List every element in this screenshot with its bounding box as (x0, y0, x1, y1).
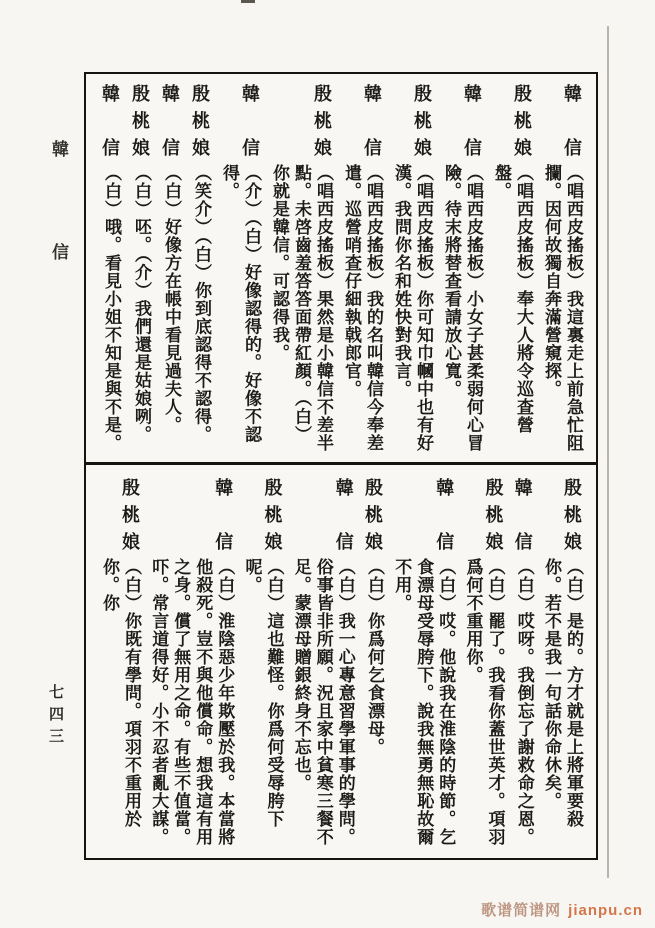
dialogue-text: （白）是的。方才就是上將軍要殺你。若不是我一句話你命休矣。 (542, 558, 583, 828)
dialogue-entry (540, 478, 584, 850)
speaker-name: 殷桃娘 (190, 84, 210, 156)
dialogue-entry (290, 478, 356, 850)
dialogue-text: （唱西皮搖板）果然是小韓信不差半點。未啓齒羞答答面帶紅顏。（白）你就是韓信。可認得我。 (270, 164, 333, 452)
speaker-name: 韓信 (100, 84, 120, 156)
dialogue-entry (340, 84, 384, 454)
dialogue-text: （唱西皮搖板）我這裏走上前急忙阻攔。因何故獨自奔滿營窺探。 (542, 164, 583, 452)
watermark-chinese-text: 歌谱简谱网 (481, 902, 562, 919)
bottom-text-block (86, 465, 596, 858)
dialogue-entry (462, 478, 506, 850)
dialogue-text: （白）你既有學問。項羽不重用於你。你 (100, 558, 141, 828)
speaker-name: 殷桃娘 (483, 478, 504, 550)
dialogue-entry (390, 478, 456, 850)
speaker-name: 韓信 (562, 84, 582, 156)
dialogue-entry (440, 84, 484, 454)
dialogue-entry (147, 478, 235, 850)
dialogue-text: （介）（白）好像認得的。好像不認得。 (220, 164, 261, 444)
dialogue-text: （笑介）（白）你到底認得不認得。 (192, 164, 211, 444)
speaker-name: 韓信 (213, 478, 234, 550)
text-frame (84, 72, 598, 860)
dialogue-entry (218, 84, 262, 454)
speaker-name: 韓信 (160, 84, 180, 156)
dialogue-text: （白）呸。（介）我們還是姑娘咧。 (132, 164, 151, 444)
dialogue-entry (511, 478, 535, 850)
dialogue-entry (98, 478, 142, 850)
dialogue-entry (241, 478, 285, 850)
page-edge-line (607, 26, 609, 878)
dialogue-entry (361, 478, 385, 850)
speaker-name: 韓信 (362, 84, 382, 156)
dialogue-text: （白）哦。看見小姐不知是與不是。 (102, 164, 121, 452)
speaker-name: 殷桃娘 (120, 478, 140, 550)
speaker-name: 韓信 (512, 478, 533, 550)
dialogue-text: （白）哎呀。我倒忘了謝救命之恩。 (514, 558, 534, 846)
speaker-name: 殷桃娘 (512, 84, 532, 156)
dialogue-text: （白）哎。他說我在淮陰的時節。乞食漂母受辱胯下。說我無勇無恥故爾不用。 (392, 558, 456, 846)
watermark-site-name: jianpu.cn (568, 902, 643, 919)
dialogue-text: （白）我一心專意習學軍事的學問。俗事皆非所願。況且家中貧寒三餐不足。蒙漂母贈銀終身不忘也。 (291, 558, 355, 846)
speaker-name: 殷桃娘 (312, 84, 332, 156)
dialogue-text: （唱西皮搖板）小女子甚柔弱何心冒險。待末將替查看請放心寬。 (442, 164, 483, 452)
dialogue-entry (188, 84, 212, 454)
dialogue-text: （白）好像方在帳中看見過夫人。 (162, 164, 181, 434)
speaker-name: 韓信 (462, 84, 482, 156)
scan-artifact (241, 0, 255, 3)
dialogue-entry (390, 84, 434, 454)
running-title: 韓信 (49, 140, 68, 346)
page-number: 七四三 (47, 684, 63, 750)
speaker-name: 韓信 (434, 478, 455, 550)
dialogue-text: （白）淮陰惡少年欺壓於我。本當將他殺死。豈不與他償命。想我這有用之身。償了無用之命。有些不值當。吓。常言道得好。小不忍者亂大謀。 (149, 558, 235, 846)
dialogue-text: （白）罷了。我看你蓋世英才。項羽爲何不重用你。 (463, 558, 505, 846)
dialogue-entry (98, 84, 122, 454)
speaker-name: 韓信 (240, 84, 260, 156)
dialogue-text: （唱西皮搖板）奉大人將令巡查營盤。 (492, 164, 533, 434)
speaker-name: 殷桃娘 (412, 84, 432, 156)
dialogue-entry (268, 84, 334, 454)
dialogue-entry (128, 84, 152, 454)
dialogue-text: （唱西皮搖板）你可知巾幗中也有好漢。我問你名和姓快對我言。 (392, 164, 433, 452)
dialogue-text: （白）你爲何乞食漂母。 (365, 558, 384, 756)
dialogue-text: （白）這也難怪。你爲何受辱胯下呢。 (242, 558, 284, 828)
speaker-name: 殷桃娘 (130, 84, 150, 156)
dialogue-entry (540, 84, 584, 454)
dialogue-entry (158, 84, 182, 454)
top-text-block (86, 74, 596, 465)
dialogue-text: （唱西皮搖板）我的名叫韓信今奉差遣。巡營哨查仔細執戟郎官。 (342, 164, 383, 452)
speaker-name: 殷桃娘 (262, 478, 283, 550)
speaker-name: 殷桃娘 (562, 478, 582, 550)
speaker-name: 殷桃娘 (363, 478, 383, 550)
speaker-name: 韓信 (333, 478, 354, 550)
dialogue-entry (490, 84, 534, 454)
watermark (481, 899, 643, 920)
